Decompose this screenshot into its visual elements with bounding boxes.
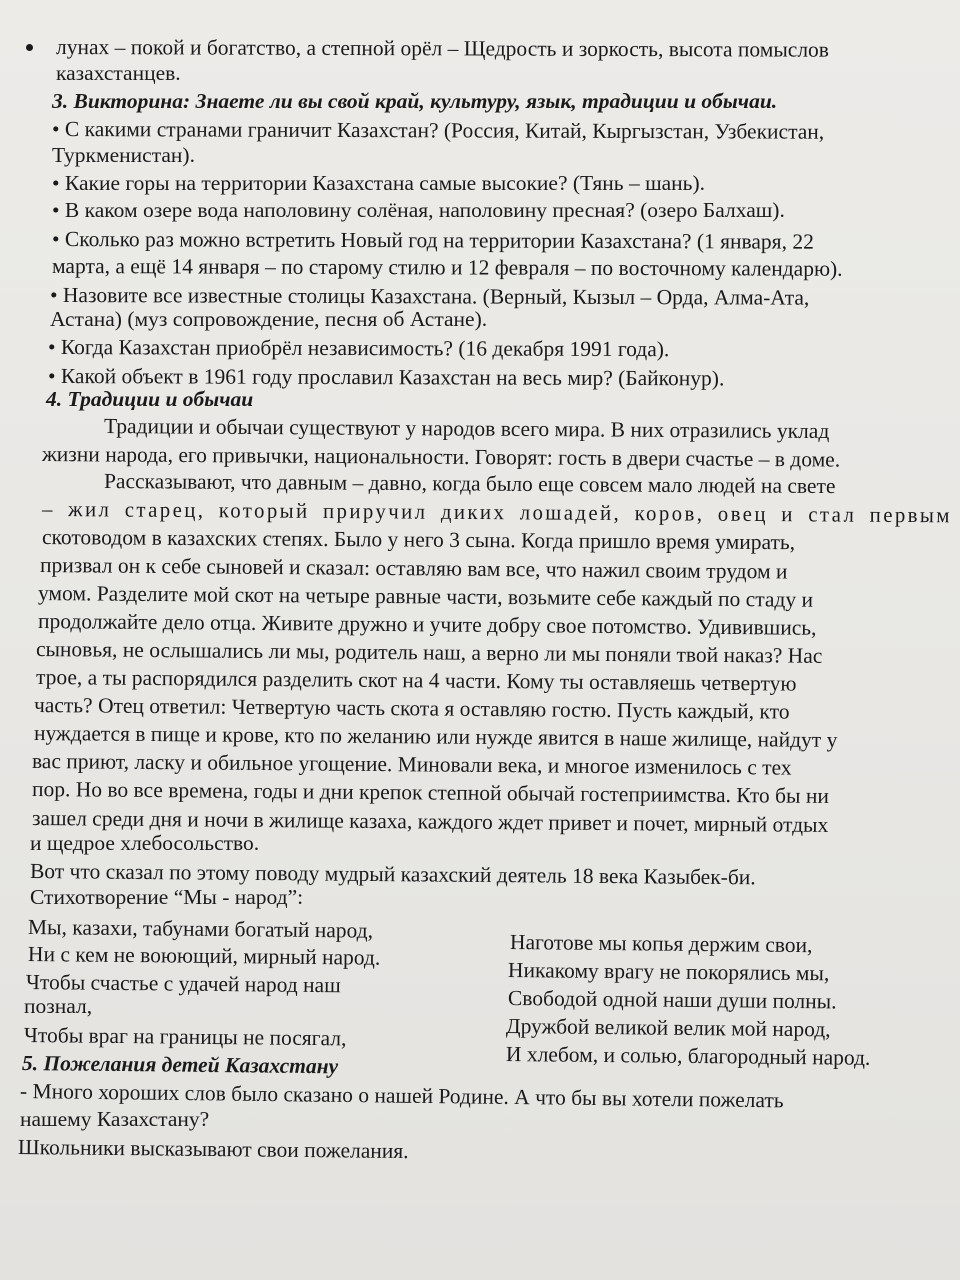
poem-left-line: Мы, казахи, табунами богатый народ, [27, 915, 374, 943]
wishes-line: нашему Казахстану? [20, 1107, 210, 1131]
traditions-line: Рассказывают, что давным – давно, когда было еще совсем мало людей на свете [103, 469, 836, 499]
traditions-line: – жил старец, который приручил диких лошадей, коров, овец и стал первым [41, 497, 953, 528]
wishes-heading: 5. Пожелания детей Казахстану [21, 1051, 339, 1079]
traditions-line: трое, а ты распорядился разделить скот на 4 части. Кому ты оставляешь четвертую [35, 665, 797, 696]
traditions-line: сыновья, не ослышались ли мы, родитель наш, а верно ли мы поняли твой наказ? Нас [35, 637, 823, 668]
poem-right-line: Свободой одной наши души полны. [507, 986, 837, 1014]
poem-right-line: И хлебом, и солью, благородный народ. [505, 1042, 871, 1070]
quiz-line: • Назовите все известные столицы Казахстана. (Верный, Кызыл – Орда, Алма-Ата, [49, 283, 810, 310]
traditions-line: Вот что сказал по этому поводу мудрый казахский деятель 18 века Казыбек-би. [29, 859, 756, 890]
traditions-line: вас приют, ласку и обильное угощение. Миновали века, и многое изменилось с тех [31, 749, 792, 780]
quiz-line: • Сколько раз можно встретить Новый год на территории Казахстана? (1 января, 22 [51, 227, 814, 254]
poem-right-line: Дружбой великой велик мой народ, [505, 1014, 831, 1042]
traditions-line: жизни народа, его привычки, национальности. Говорят: гость в двери счастье – в доме. [41, 442, 841, 472]
traditions-line: и щедрое хлебосольство. [30, 831, 260, 855]
traditions-line: зашел среди дня и ночи в жилище казаха, каждого ждет привет и почет, мирный отдых [31, 806, 829, 837]
quiz-heading: 3. Викторина: Знаете ли вы свой край, культуру, язык, традиции и обычаи. [52, 89, 778, 113]
wishes-line: Школьники высказывают свои пожелания. [17, 1135, 409, 1164]
quiz-line: • Какой объект в 1961 году прославил Казахстан на весь мир? (Байконур). [47, 364, 725, 391]
quiz-line: Туркменистан). [52, 143, 195, 167]
quiz-line: • В каком озере вода наполовину солёная, наполовину пресная? (озеро Балхаш). [52, 198, 785, 222]
traditions-line: часть? Отец ответил: Четвертую часть скота я оставляю гостю. Пусть каждый, кто [33, 693, 790, 724]
traditions-line: нуждается в пище и крове, кто по желанию или нужде явится в наше жилище, найдут у [33, 721, 838, 753]
quiz-line: • Какие горы на территории Казахстана самые высокие? (Тянь – шань). [52, 171, 706, 195]
traditions-line: умом. Разделите мой скот на четыре равные части, возьмите себе каждый по стаду и [37, 581, 814, 612]
poem-right-line: Наготове мы копья держим свои, [509, 930, 813, 958]
quiz-line: Астана) (муз сопровождение, песня об Астане). [50, 307, 488, 331]
quiz-line: • Когда Казахстан приобрёл независимость? (16 декабря 1991 года). [47, 335, 670, 362]
traditions-line: призвал он к себе сыновей и сказал: оставляю вам все, что нажил своим трудом и [39, 553, 788, 584]
poem-left-line: Чтобы счастье с удачей народ наш [25, 970, 341, 998]
poem-right-line: Никакому врагу не покорялись мы, [507, 958, 830, 986]
traditions-line: пор. Но во все времена, годы и дни крепок степной обычай гостеприимства. Кто бы ни [31, 777, 829, 808]
traditions-line: продолжайте дело отца. Живите дружно и учите добру свое потомство. Удивившись, [37, 609, 817, 640]
intro-line-1: лунах – покой и богатство, а степной орёл – Щедрость и зоркость, высота помыслов [55, 35, 830, 62]
quiz-line: • С какими странами граничит Казахстан? (Россия, Китай, Кыргызстан, Узбекистан, [51, 117, 825, 144]
wishes-line: - Много хороших слов было сказано о нашей Родине. А что бы вы хотели пожелать [19, 1079, 784, 1113]
traditions-line: скотоводом в казахских степях. Было у него 3 сына. Когда пришло время умирать, [41, 525, 796, 555]
poem-left-line: Ни с кем не воюющий, мирный народ. [27, 942, 381, 970]
quiz-line: марта, а ещё 14 января – по старому стилю и 12 февраля – по восточному календарю). [51, 254, 843, 281]
traditions-line: Стихотворение “Мы - народ”: [30, 885, 304, 909]
traditions-line: Традиции и обычаи существуют у народов всего мира. В них отразились уклад [103, 414, 830, 444]
bullet-mark [26, 44, 33, 51]
intro-line-2: казахстанцев. [56, 61, 181, 85]
poem-left-line: познал, [24, 994, 93, 1018]
traditions-heading: 4. Традиции и обычаи [46, 387, 254, 411]
poem-left-line: Чтобы враг на границы не посягал, [23, 1023, 347, 1051]
